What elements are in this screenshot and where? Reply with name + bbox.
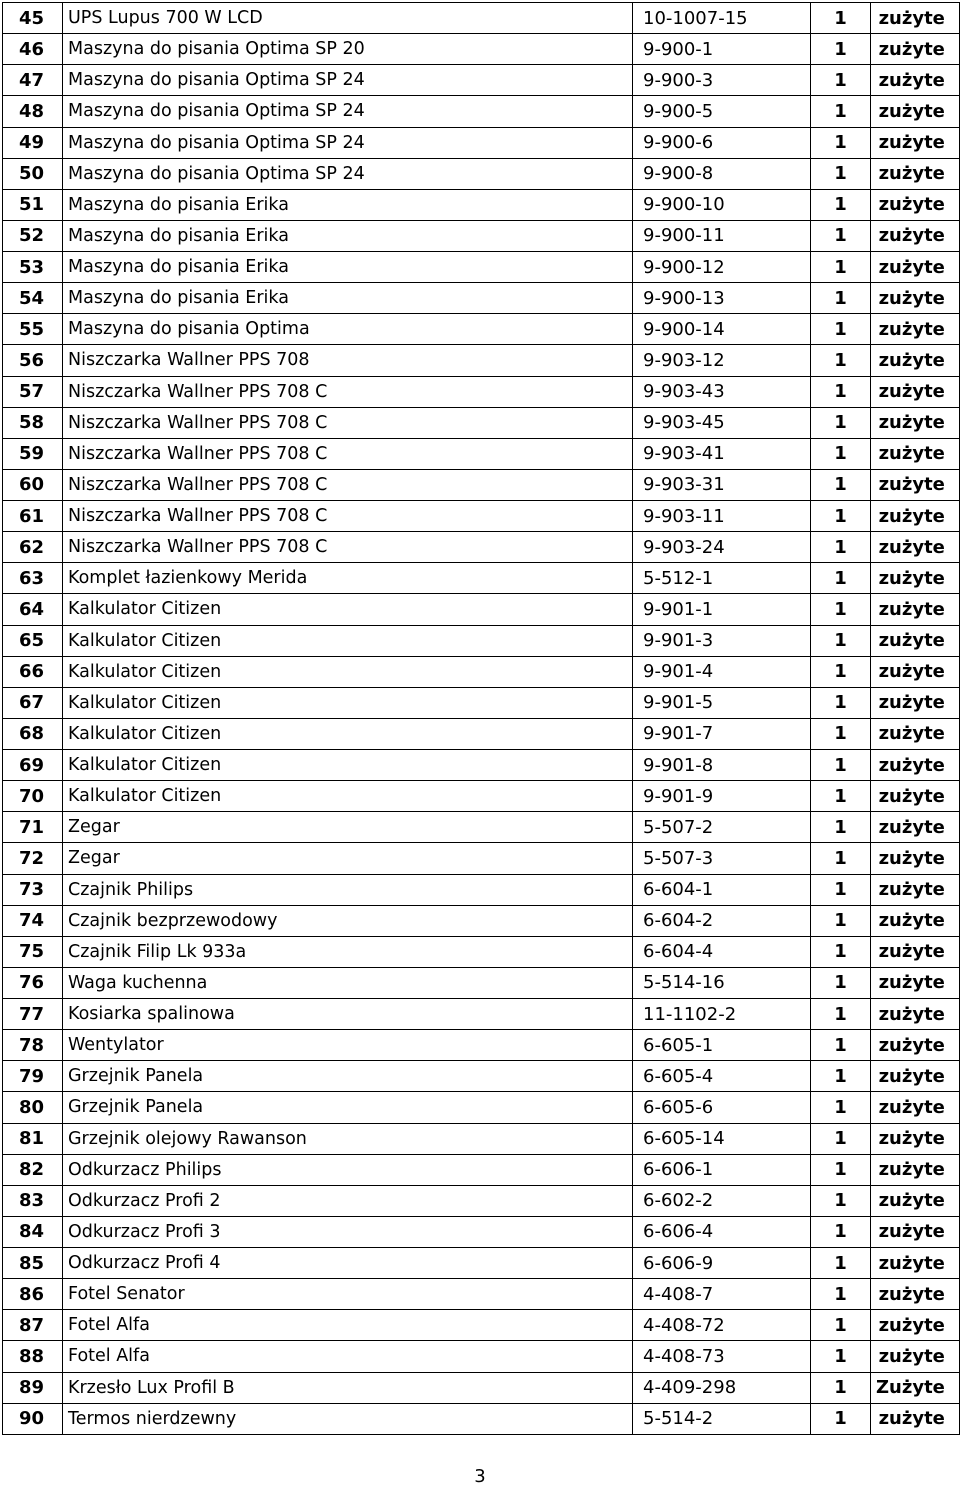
status-cell: zużyte — [871, 750, 960, 781]
item-name-cell: Niszczarka Wallner PPS 708 C — [63, 469, 633, 500]
table-row — [3, 967, 960, 998]
inventory-number-cell: 9-900-1 — [633, 34, 811, 65]
table-row — [3, 3, 960, 34]
quantity-cell: 1 — [811, 1279, 871, 1310]
quantity-cell: 1 — [811, 314, 871, 345]
quantity-cell: 1 — [811, 220, 871, 251]
status-cell: zużyte — [871, 65, 960, 96]
table-row — [3, 656, 960, 687]
table-row — [3, 469, 960, 500]
quantity-cell: 1 — [811, 1123, 871, 1154]
table-row — [3, 1030, 960, 1061]
page-number: 3 — [474, 1466, 486, 1487]
row-number-cell: 71 — [3, 812, 63, 843]
inventory-number-cell: 9-903-24 — [633, 532, 811, 563]
table-row — [3, 501, 960, 532]
inventory-number-cell: 6-604-4 — [633, 936, 811, 967]
item-name-cell: Zegar — [63, 812, 633, 843]
table-row — [3, 594, 960, 625]
table-row — [3, 1154, 960, 1185]
quantity-cell: 1 — [811, 750, 871, 781]
status-cell: zużyte — [871, 594, 960, 625]
row-number-cell: 87 — [3, 1310, 63, 1341]
table-row — [3, 376, 960, 407]
quantity-cell: 1 — [811, 438, 871, 469]
quantity-cell: 1 — [811, 127, 871, 158]
item-name-cell: Waga kuchenna — [63, 967, 633, 998]
item-name-cell: Grzejnik Panela — [63, 1092, 633, 1123]
row-number-cell: 69 — [3, 750, 63, 781]
inventory-number-cell: 6-606-4 — [633, 1216, 811, 1247]
row-number-cell: 85 — [3, 1248, 63, 1279]
row-number-cell: 59 — [3, 438, 63, 469]
table-row — [3, 718, 960, 749]
row-number-cell: 47 — [3, 65, 63, 96]
inventory-number-cell: 10-1007-15 — [633, 3, 811, 34]
table-row — [3, 687, 960, 718]
inventory-number-cell: 6-606-9 — [633, 1248, 811, 1279]
quantity-cell: 1 — [811, 532, 871, 563]
inventory-number-cell: 9-900-12 — [633, 252, 811, 283]
quantity-cell: 1 — [811, 1310, 871, 1341]
inventory-number-cell: 6-604-2 — [633, 905, 811, 936]
row-number-cell: 72 — [3, 843, 63, 874]
quantity-cell: 1 — [811, 345, 871, 376]
quantity-cell: 1 — [811, 594, 871, 625]
row-number-cell: 88 — [3, 1341, 63, 1372]
inventory-number-cell: 9-900-10 — [633, 189, 811, 220]
row-number-cell: 82 — [3, 1154, 63, 1185]
status-cell: zużyte — [871, 625, 960, 656]
inventory-number-cell: 5-507-3 — [633, 843, 811, 874]
item-name-cell: Maszyna do pisania Erika — [63, 283, 633, 314]
quantity-cell: 1 — [811, 812, 871, 843]
status-cell: zużyte — [871, 1061, 960, 1092]
table-row — [3, 283, 960, 314]
inventory-number-cell: 9-900-6 — [633, 127, 811, 158]
table-row — [3, 874, 960, 905]
quantity-cell: 1 — [811, 189, 871, 220]
inventory-number-cell: 9-900-8 — [633, 158, 811, 189]
table-row — [3, 999, 960, 1030]
table-row — [3, 1061, 960, 1092]
quantity-cell: 1 — [811, 65, 871, 96]
item-name-cell: Fotel Senator — [63, 1279, 633, 1310]
item-name-cell: Fotel Alfa — [63, 1310, 633, 1341]
inventory-number-cell: 5-514-16 — [633, 967, 811, 998]
status-cell: zużyte — [871, 1092, 960, 1123]
item-name-cell: Czajnik Filip Lk 933a — [63, 936, 633, 967]
row-number-cell: 90 — [3, 1403, 63, 1434]
row-number-cell: 53 — [3, 252, 63, 283]
status-cell: zużyte — [871, 967, 960, 998]
quantity-cell: 1 — [811, 1372, 871, 1403]
inventory-number-cell: 4-408-7 — [633, 1279, 811, 1310]
status-cell: zużyte — [871, 936, 960, 967]
quantity-cell: 1 — [811, 501, 871, 532]
quantity-cell: 1 — [811, 469, 871, 500]
item-name-cell: Niszczarka Wallner PPS 708 — [63, 345, 633, 376]
quantity-cell: 1 — [811, 3, 871, 34]
inventory-number-cell: 9-900-3 — [633, 65, 811, 96]
status-cell: zużyte — [871, 127, 960, 158]
item-name-cell: Niszczarka Wallner PPS 708 C — [63, 532, 633, 563]
row-number-cell: 54 — [3, 283, 63, 314]
item-name-cell: Kalkulator Citizen — [63, 750, 633, 781]
inventory-number-cell: 9-901-3 — [633, 625, 811, 656]
inventory-number-cell: 6-602-2 — [633, 1185, 811, 1216]
status-cell: zużyte — [871, 999, 960, 1030]
row-number-cell: 49 — [3, 127, 63, 158]
row-number-cell: 73 — [3, 874, 63, 905]
inventory-number-cell: 9-901-8 — [633, 750, 811, 781]
item-name-cell: Kalkulator Citizen — [63, 625, 633, 656]
inventory-number-cell: 5-507-2 — [633, 812, 811, 843]
inventory-number-cell: 9-900-13 — [633, 283, 811, 314]
table-row — [3, 1372, 960, 1403]
table-row — [3, 127, 960, 158]
status-cell: zużyte — [871, 158, 960, 189]
row-number-cell: 46 — [3, 34, 63, 65]
item-name-cell: Kalkulator Citizen — [63, 594, 633, 625]
table-row — [3, 407, 960, 438]
row-number-cell: 81 — [3, 1123, 63, 1154]
inventory-number-cell: 9-900-11 — [633, 220, 811, 251]
status-cell: zużyte — [871, 874, 960, 905]
quantity-cell: 1 — [811, 1341, 871, 1372]
row-number-cell: 86 — [3, 1279, 63, 1310]
item-name-cell: Maszyna do pisania Optima SP 24 — [63, 127, 633, 158]
item-name-cell: Maszyna do pisania Erika — [63, 220, 633, 251]
status-cell: zużyte — [871, 1185, 960, 1216]
table-row — [3, 1403, 960, 1434]
table-row — [3, 1341, 960, 1372]
row-number-cell: 68 — [3, 718, 63, 749]
row-number-cell: 67 — [3, 687, 63, 718]
item-name-cell: Fotel Alfa — [63, 1341, 633, 1372]
row-number-cell: 78 — [3, 1030, 63, 1061]
row-number-cell: 70 — [3, 781, 63, 812]
inventory-number-cell: 6-605-6 — [633, 1092, 811, 1123]
quantity-cell: 1 — [811, 34, 871, 65]
row-number-cell: 55 — [3, 314, 63, 345]
quantity-cell: 1 — [811, 1092, 871, 1123]
row-number-cell: 62 — [3, 532, 63, 563]
status-cell: zużyte — [871, 96, 960, 127]
table-row — [3, 438, 960, 469]
item-name-cell: Termos nierdzewny — [63, 1403, 633, 1434]
table-row — [3, 1123, 960, 1154]
status-cell: zużyte — [871, 1030, 960, 1061]
row-number-cell: 60 — [3, 469, 63, 500]
status-cell: zużyte — [871, 283, 960, 314]
status-cell: zużyte — [871, 532, 960, 563]
status-cell: zużyte — [871, 656, 960, 687]
status-cell: zużyte — [871, 220, 960, 251]
table-row — [3, 158, 960, 189]
quantity-cell: 1 — [811, 718, 871, 749]
inventory-number-cell: 9-901-1 — [633, 594, 811, 625]
inventory-number-cell: 6-605-4 — [633, 1061, 811, 1092]
row-number-cell: 51 — [3, 189, 63, 220]
status-cell: zużyte — [871, 252, 960, 283]
quantity-cell: 1 — [811, 781, 871, 812]
item-name-cell: Krzesło Lux Profil B — [63, 1372, 633, 1403]
table-row — [3, 314, 960, 345]
inventory-number-cell: 6-605-14 — [633, 1123, 811, 1154]
item-name-cell: Maszyna do pisania Erika — [63, 252, 633, 283]
status-cell: zużyte — [871, 843, 960, 874]
table-row — [3, 1279, 960, 1310]
inventory-number-cell: 9-903-11 — [633, 501, 811, 532]
item-name-cell: Komplet łazienkowy Merida — [63, 563, 633, 594]
row-number-cell: 56 — [3, 345, 63, 376]
item-name-cell: Maszyna do pisania Optima SP 24 — [63, 158, 633, 189]
item-name-cell: Maszyna do pisania Erika — [63, 189, 633, 220]
row-number-cell: 48 — [3, 96, 63, 127]
row-number-cell: 74 — [3, 905, 63, 936]
row-number-cell: 83 — [3, 1185, 63, 1216]
item-name-cell: Kalkulator Citizen — [63, 781, 633, 812]
inventory-number-cell: 11-1102-2 — [633, 999, 811, 1030]
inventory-number-cell: 9-901-5 — [633, 687, 811, 718]
status-cell: zużyte — [871, 687, 960, 718]
table-row — [3, 1310, 960, 1341]
inventory-number-cell: 9-900-14 — [633, 314, 811, 345]
item-name-cell: Maszyna do pisania Optima SP 24 — [63, 65, 633, 96]
inventory-number-cell: 9-903-12 — [633, 345, 811, 376]
row-number-cell: 50 — [3, 158, 63, 189]
item-name-cell: Czajnik Philips — [63, 874, 633, 905]
status-cell: zużyte — [871, 1123, 960, 1154]
item-name-cell: Odkurzacz Profi 2 — [63, 1185, 633, 1216]
table-row — [3, 1092, 960, 1123]
item-name-cell: Kalkulator Citizen — [63, 687, 633, 718]
row-number-cell: 61 — [3, 501, 63, 532]
inventory-number-cell: 6-606-1 — [633, 1154, 811, 1185]
item-name-cell: Maszyna do pisania Optima — [63, 314, 633, 345]
row-number-cell: 63 — [3, 563, 63, 594]
quantity-cell: 1 — [811, 96, 871, 127]
item-name-cell: Kalkulator Citizen — [63, 656, 633, 687]
status-cell: zużyte — [871, 1403, 960, 1434]
table-body — [3, 3, 960, 1435]
status-cell: zużyte — [871, 469, 960, 500]
item-name-cell: Grzejnik olejowy Rawanson — [63, 1123, 633, 1154]
quantity-cell: 1 — [811, 1154, 871, 1185]
row-number-cell: 84 — [3, 1216, 63, 1247]
status-cell: zużyte — [871, 1341, 960, 1372]
inventory-number-cell: 9-903-45 — [633, 407, 811, 438]
row-number-cell: 80 — [3, 1092, 63, 1123]
table-row — [3, 220, 960, 251]
status-cell: zużyte — [871, 1279, 960, 1310]
row-number-cell: 76 — [3, 967, 63, 998]
table-row — [3, 905, 960, 936]
quantity-cell: 1 — [811, 563, 871, 594]
item-name-cell: Odkurzacz Profi 4 — [63, 1248, 633, 1279]
inventory-number-cell: 5-514-2 — [633, 1403, 811, 1434]
quantity-cell: 1 — [811, 158, 871, 189]
item-name-cell: Odkurzacz Profi 3 — [63, 1216, 633, 1247]
status-cell: zużyte — [871, 34, 960, 65]
row-number-cell: 77 — [3, 999, 63, 1030]
table-row — [3, 345, 960, 376]
status-cell: zużyte — [871, 376, 960, 407]
status-cell: zużyte — [871, 501, 960, 532]
item-name-cell: Niszczarka Wallner PPS 708 C — [63, 407, 633, 438]
table-row — [3, 750, 960, 781]
inventory-number-cell: 9-900-5 — [633, 96, 811, 127]
table-row — [3, 781, 960, 812]
item-name-cell: Zegar — [63, 843, 633, 874]
table-row — [3, 563, 960, 594]
quantity-cell: 1 — [811, 283, 871, 314]
item-name-cell: Kalkulator Citizen — [63, 718, 633, 749]
item-name-cell: Czajnik bezprzewodowy — [63, 905, 633, 936]
status-cell: zużyte — [871, 781, 960, 812]
inventory-number-cell: 6-605-1 — [633, 1030, 811, 1061]
quantity-cell: 1 — [811, 376, 871, 407]
quantity-cell: 1 — [811, 625, 871, 656]
item-name-cell: Grzejnik Panela — [63, 1061, 633, 1092]
row-number-cell: 79 — [3, 1061, 63, 1092]
quantity-cell: 1 — [811, 1248, 871, 1279]
row-number-cell: 45 — [3, 3, 63, 34]
inventory-table — [2, 2, 960, 1435]
inventory-number-cell: 5-512-1 — [633, 563, 811, 594]
table-row — [3, 532, 960, 563]
table-row — [3, 936, 960, 967]
inventory-number-cell: 4-408-73 — [633, 1341, 811, 1372]
item-name-cell: Wentylator — [63, 1030, 633, 1061]
status-cell: zużyte — [871, 563, 960, 594]
inventory-number-cell: 9-901-7 — [633, 718, 811, 749]
status-cell: zużyte — [871, 1154, 960, 1185]
quantity-cell: 1 — [811, 1216, 871, 1247]
quantity-cell: 1 — [811, 999, 871, 1030]
item-name-cell: Niszczarka Wallner PPS 708 C — [63, 376, 633, 407]
inventory-number-cell: 9-903-41 — [633, 438, 811, 469]
row-number-cell: 52 — [3, 220, 63, 251]
row-number-cell: 75 — [3, 936, 63, 967]
table-row — [3, 1216, 960, 1247]
inventory-number-cell: 9-903-31 — [633, 469, 811, 500]
status-cell: zużyte — [871, 314, 960, 345]
quantity-cell: 1 — [811, 1185, 871, 1216]
row-number-cell: 66 — [3, 656, 63, 687]
status-cell: zużyte — [871, 345, 960, 376]
table-row — [3, 65, 960, 96]
quantity-cell: 1 — [811, 407, 871, 438]
table-row — [3, 625, 960, 656]
quantity-cell: 1 — [811, 1030, 871, 1061]
item-name-cell: UPS Lupus 700 W LCD — [63, 3, 633, 34]
table-row — [3, 1185, 960, 1216]
item-name-cell: Maszyna do pisania Optima SP 20 — [63, 34, 633, 65]
status-cell: zużyte — [871, 1310, 960, 1341]
status-cell: zużyte — [871, 189, 960, 220]
table-row — [3, 189, 960, 220]
status-cell: zużyte — [871, 718, 960, 749]
status-cell: zużyte — [871, 407, 960, 438]
row-number-cell: 65 — [3, 625, 63, 656]
status-cell: zużyte — [871, 905, 960, 936]
status-cell: zużyte — [871, 438, 960, 469]
item-name-cell: Maszyna do pisania Optima SP 24 — [63, 96, 633, 127]
inventory-number-cell: 4-409-298 — [633, 1372, 811, 1403]
table-row — [3, 96, 960, 127]
item-name-cell: Kosiarka spalinowa — [63, 999, 633, 1030]
quantity-cell: 1 — [811, 656, 871, 687]
inventory-number-cell: 6-604-1 — [633, 874, 811, 905]
table-row — [3, 252, 960, 283]
table-row — [3, 1248, 960, 1279]
status-cell: zużyte — [871, 1216, 960, 1247]
quantity-cell: 1 — [811, 1061, 871, 1092]
quantity-cell: 1 — [811, 843, 871, 874]
status-cell: zużyte — [871, 1248, 960, 1279]
status-cell: zużyte — [871, 812, 960, 843]
inventory-number-cell: 4-408-72 — [633, 1310, 811, 1341]
quantity-cell: 1 — [811, 687, 871, 718]
status-cell: Zużyte — [871, 1372, 960, 1403]
table-row — [3, 34, 960, 65]
inventory-number-cell: 9-903-43 — [633, 376, 811, 407]
item-name-cell: Odkurzacz Philips — [63, 1154, 633, 1185]
table-row — [3, 843, 960, 874]
row-number-cell: 57 — [3, 376, 63, 407]
item-name-cell: Niszczarka Wallner PPS 708 C — [63, 501, 633, 532]
quantity-cell: 1 — [811, 252, 871, 283]
quantity-cell: 1 — [811, 874, 871, 905]
inventory-number-cell: 9-901-4 — [633, 656, 811, 687]
item-name-cell: Niszczarka Wallner PPS 708 C — [63, 438, 633, 469]
status-cell: zużyte — [871, 3, 960, 34]
row-number-cell: 58 — [3, 407, 63, 438]
quantity-cell: 1 — [811, 967, 871, 998]
row-number-cell: 89 — [3, 1372, 63, 1403]
inventory-number-cell: 9-901-9 — [633, 781, 811, 812]
quantity-cell: 1 — [811, 1403, 871, 1434]
table-row — [3, 812, 960, 843]
quantity-cell: 1 — [811, 936, 871, 967]
row-number-cell: 64 — [3, 594, 63, 625]
quantity-cell: 1 — [811, 905, 871, 936]
